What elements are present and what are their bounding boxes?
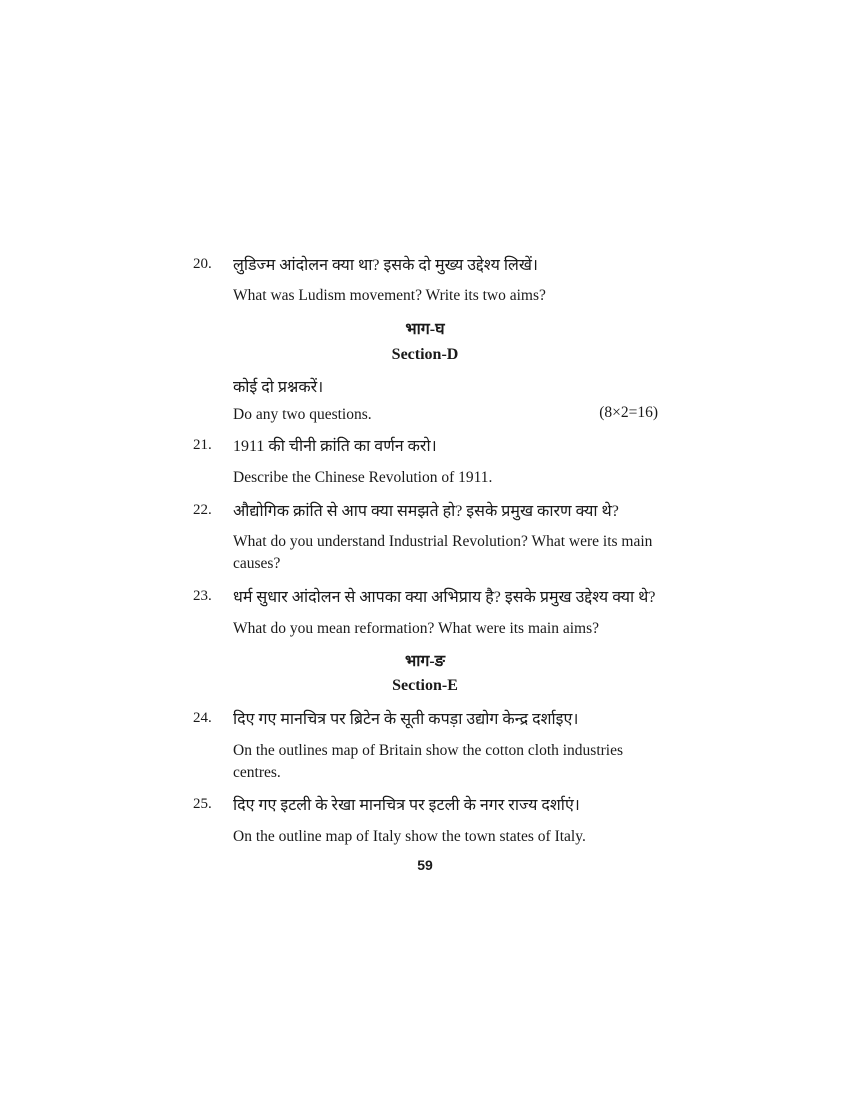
section-e-heading-english: Section-E	[392, 677, 458, 694]
question-text-hindi: 1911 की चीनी क्रांति का वर्णन करो।	[233, 438, 437, 455]
question-text-english: What do you understand Industrial Revolution? What were its main causes?	[233, 533, 653, 572]
section-d-marks: (8×2=16)	[599, 404, 658, 421]
question-number: 24.	[193, 710, 212, 726]
question-text-english: What was Ludism movement? Write its two aims?	[233, 287, 546, 304]
question-text-hindi: धर्म सुधार आंदोलन से आपका क्या अभिप्राय है? इसके प्रमुख उद्देश्य क्या थे?	[233, 589, 656, 606]
section-d-heading-english: Section-D	[391, 346, 459, 363]
question-text-hindi: दिए गए इटली के रेखा मानचित्र पर इटली के नगर राज्य दर्शाएं।	[233, 797, 580, 814]
question-number: 21.	[193, 437, 212, 453]
question-number: 22.	[193, 502, 212, 518]
question-number: 23.	[193, 588, 212, 604]
question-text-hindi: लुडिज्म आंदोलन क्या था? इसके दो मुख्य उद्देश्य लिखें।	[233, 257, 538, 274]
section-d-instruction-hindi: कोई दो प्रश्नकरें।	[233, 379, 324, 396]
page-number: 59	[417, 857, 433, 873]
question-number: 20.	[193, 256, 212, 272]
section-d-instruction-english: Do any two questions.	[233, 406, 372, 423]
question-text-english: Describe the Chinese Revolution of 1911.	[233, 469, 493, 486]
section-d-heading-hindi: भाग-घ	[405, 321, 445, 338]
question-text-hindi: दिए गए मानचित्र पर ब्रिटेन के सूती कपड़ा उद्योग केन्द्र दर्शाइए।	[233, 711, 579, 728]
question-text-english: What do you mean reformation? What were its main aims?	[233, 620, 599, 637]
question-number: 25.	[193, 796, 212, 812]
question-text-english: On the outlines map of Britain show the cotton cloth industries centres.	[233, 742, 624, 781]
question-text-english: On the outline map of Italy show the town states of Italy.	[233, 828, 586, 845]
question-text-hindi: औद्योगिक क्रांति से आप क्या समझते हो? इसके प्रमुख कारण क्या थे?	[233, 503, 619, 520]
section-e-heading-hindi: भाग-ङ	[405, 653, 445, 670]
